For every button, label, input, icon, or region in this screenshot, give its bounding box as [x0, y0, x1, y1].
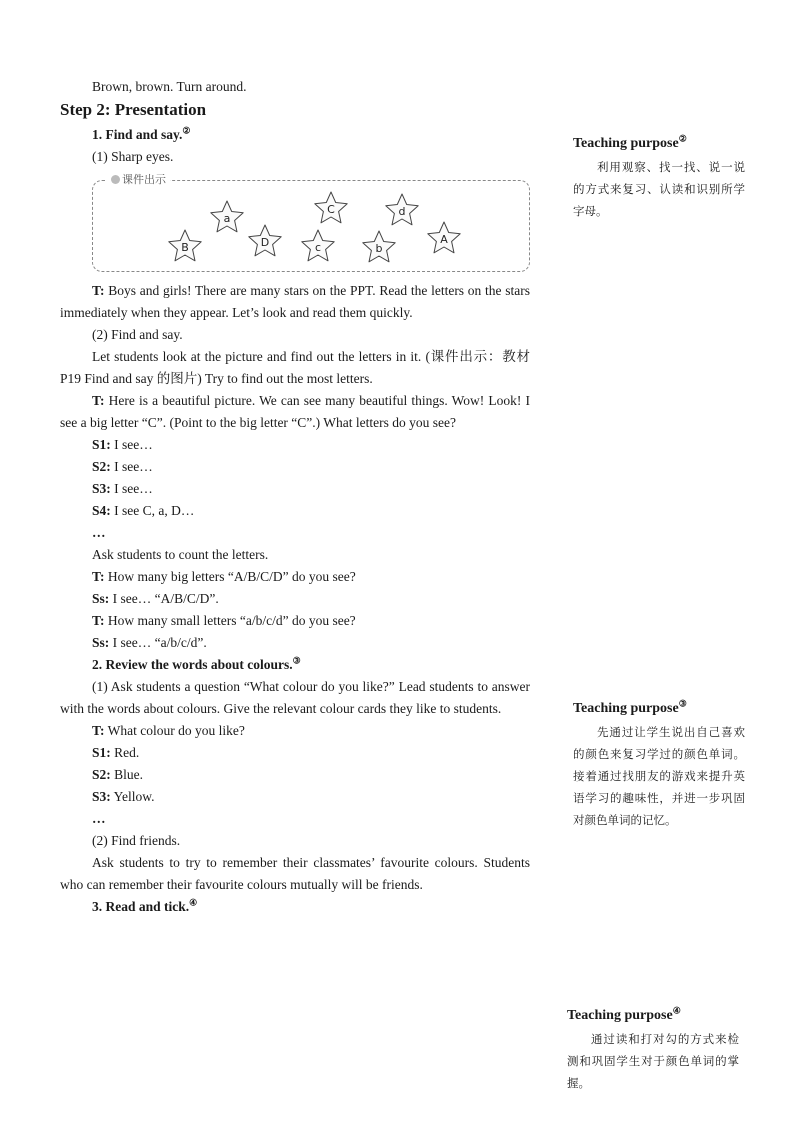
instruction-line: Let students look at the picture and find out the letters in it. (课件出示：教材 P19 Find and say 的图片) Try to find out the most letters.: [60, 349, 530, 386]
section2-para2: Ask students to try to remember their classmates’ favourite colours. Students who can remember their favourite colours mutually will be friends.: [60, 855, 530, 892]
section1-sub2: (2) Find and say.: [92, 327, 183, 342]
section2-title: 2. Review the words about colours.③: [92, 655, 301, 672]
dialog-line: S1: Red.: [92, 745, 140, 760]
star-d: [386, 194, 418, 225]
dialog-line: S3: Yellow.: [92, 789, 155, 804]
dialog-line: Ss: I see… “a/b/c/d”.: [92, 635, 207, 650]
courseware-label: 课件出示: [107, 172, 170, 188]
purpose-text: 先通过让学生说出自己喜欢的颜色来复习学过的颜色单词。接着通过找朋友的游戏来提升英语学习的趣味性，并进一步巩固对颜色单词的记忆。: [573, 725, 745, 827]
star-B: [169, 230, 201, 261]
star-letter: C: [327, 203, 335, 216]
dialog-line: S3: I see…: [92, 481, 153, 496]
intro-line: Brown, brown. Turn around.: [92, 79, 247, 94]
teaching-purpose-3: [567, 1006, 739, 1094]
star-letter: d: [398, 205, 406, 218]
stars-graphic: [93, 181, 529, 271]
courseware-box: [92, 173, 530, 272]
purpose-title: Teaching purpose④: [567, 1005, 681, 1023]
star-a: [211, 201, 243, 232]
purpose-title: Teaching purpose③: [573, 698, 687, 716]
star-letter: A: [440, 233, 448, 246]
dialog-line: T: How many small letters “a/b/c/d” do you see?: [92, 613, 356, 628]
ellipsis: …: [92, 811, 106, 826]
dialog-line: S2: Blue.: [92, 767, 144, 782]
star-c: [302, 230, 334, 261]
teacher-line-1: T: Boys and girls! There are many stars on the PPT. Read the letters on the stars immediately when they appear. Let’s look and read them quickly.: [60, 283, 530, 320]
star-letter: a: [223, 212, 231, 225]
step-title: Step 2: Presentation: [60, 100, 207, 119]
lesson-content: [60, 76, 530, 918]
dialog-line: T: How many big letters “A/B/C/D” do you see?: [92, 569, 356, 584]
purpose-text: 通过读和打对勾的方式来检测和巩固学生对于颜色单词的掌握。: [567, 1032, 739, 1090]
star-letter: c: [314, 241, 322, 254]
purpose-text: 利用观察、找一找、说一说的方式来复习、认读和识别所学字母。: [573, 160, 745, 218]
teaching-purpose-1: [573, 134, 745, 222]
section2-para1: (1) Ask students a question “What colour do you like?” Lead students to answer with the words about colours. Give the relevant colour cards they like to students.: [60, 679, 530, 716]
star-letter: b: [375, 242, 383, 255]
star-letter: B: [181, 241, 189, 254]
ellipsis: …: [92, 525, 106, 540]
star-A: [428, 222, 460, 253]
dialog-line: S1: I see…: [92, 437, 153, 452]
section1-title: 1. Find and say.②: [92, 125, 191, 142]
purpose-title: Teaching purpose②: [573, 133, 687, 151]
teacher-line-2: T: Here is a beautiful picture. We can see many beautiful things. Wow! Look! I see a big letter “C”. (Point to the big letter “C”.) What letters do you see?: [60, 393, 531, 430]
dialog-line: Ss: I see… “A/B/C/D”.: [92, 591, 219, 606]
star-b: [363, 231, 395, 262]
star-C: [315, 192, 347, 223]
dialog-line: T: What colour do you like?: [92, 723, 245, 738]
teaching-purpose-2: [573, 699, 745, 831]
star-letter: D: [260, 236, 270, 249]
section2-sub2: (2) Find friends.: [92, 833, 181, 848]
section1-sub1: (1) Sharp eyes.: [92, 149, 174, 164]
count-line: Ask students to count the letters.: [92, 547, 269, 562]
star-D: [249, 225, 281, 256]
section3-title: 3. Read and tick.④: [92, 897, 198, 914]
dialog-line: S2: I see…: [92, 459, 153, 474]
dialog-line: S4: I see C, a, D…: [92, 503, 195, 518]
